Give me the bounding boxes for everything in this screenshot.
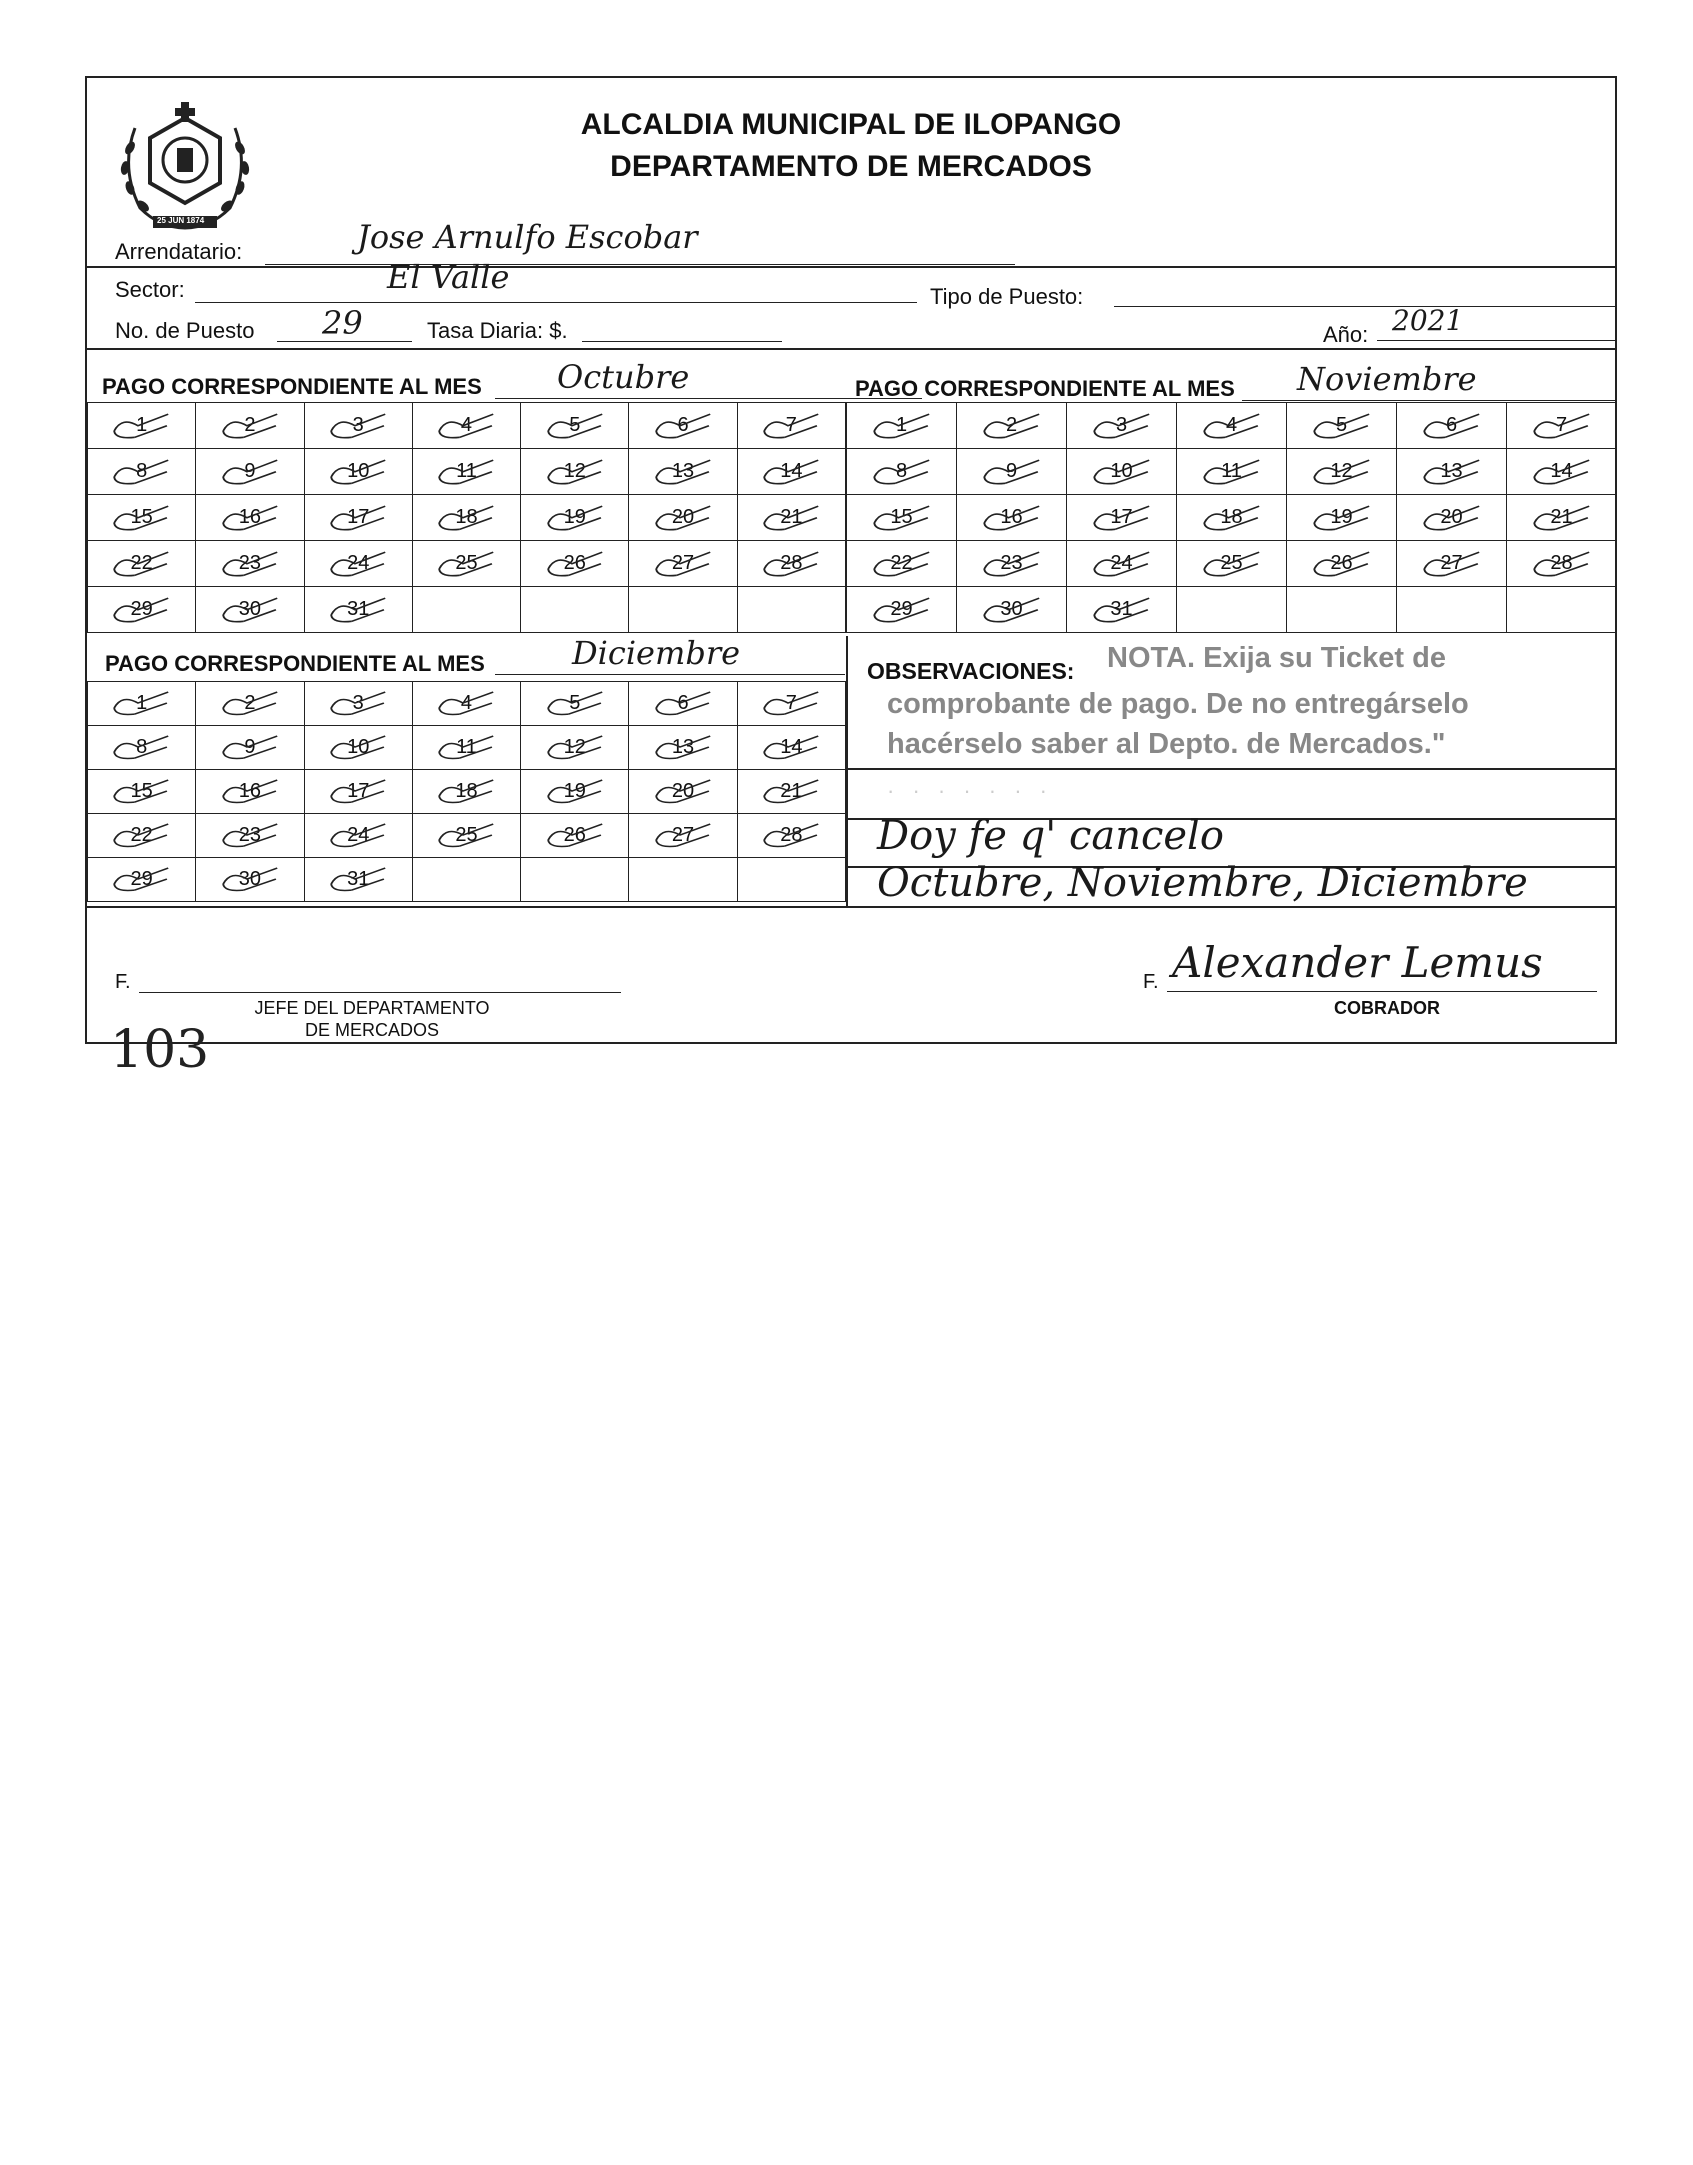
day-cell-3-25 bbox=[412, 814, 520, 858]
day-cell-3-13 bbox=[629, 726, 737, 770]
anio-value: 2021 bbox=[1392, 304, 1464, 337]
day-number: 25 bbox=[1220, 552, 1243, 574]
day-number: 5 bbox=[1335, 414, 1348, 436]
month-1-label: PAGO CORRESPONDIENTE AL MES bbox=[102, 374, 482, 399]
day-number: 22 bbox=[890, 552, 913, 574]
day-number: 14 bbox=[780, 460, 803, 482]
day-number: 29 bbox=[130, 868, 153, 890]
day-cell-3-17 bbox=[304, 770, 412, 814]
day-cell-2-21 bbox=[1507, 495, 1617, 541]
collector-signature: Alexander Lemus bbox=[1172, 938, 1543, 987]
day-cell-3-12 bbox=[521, 726, 629, 770]
day-cell-2-29 bbox=[847, 587, 957, 633]
day-number: 14 bbox=[1550, 460, 1573, 482]
day-number: 26 bbox=[563, 824, 586, 846]
empty-cell bbox=[737, 587, 845, 633]
day-cell-1-4 bbox=[412, 403, 520, 449]
day-number: 5 bbox=[569, 692, 581, 714]
day-number: 12 bbox=[1330, 460, 1353, 482]
day-number: 19 bbox=[1330, 506, 1353, 528]
day-cell-2-24 bbox=[1067, 541, 1177, 587]
day-number: 12 bbox=[563, 736, 586, 758]
day-cell-3-27 bbox=[629, 814, 737, 858]
grid-row bbox=[88, 814, 846, 858]
day-number: 27 bbox=[1440, 552, 1463, 574]
day-cell-2-7 bbox=[1507, 403, 1617, 449]
day-cell-2-12 bbox=[1287, 449, 1397, 495]
day-cell-1-16 bbox=[196, 495, 304, 541]
arrendatario-label: Arrendatario: bbox=[115, 239, 243, 264]
observacion-handwritten-2: Octubre, Noviembre, Diciembre bbox=[877, 860, 1528, 906]
day-number: 10 bbox=[347, 460, 370, 482]
day-number: 23 bbox=[238, 552, 262, 574]
day-number: 5 bbox=[569, 414, 581, 436]
empty-cell bbox=[629, 587, 737, 633]
margin-note: 103 bbox=[110, 1020, 210, 1080]
day-number: 3 bbox=[352, 414, 364, 436]
day-cell-1-28 bbox=[737, 541, 845, 587]
day-number: 11 bbox=[456, 460, 477, 482]
day-cell-1-27 bbox=[629, 541, 737, 587]
day-cell-2-10 bbox=[1067, 449, 1177, 495]
day-number: 30 bbox=[1000, 598, 1023, 620]
day-cell-2-6 bbox=[1397, 403, 1507, 449]
grid-row bbox=[88, 541, 846, 587]
day-number: 16 bbox=[238, 780, 262, 802]
grid-row bbox=[88, 682, 846, 726]
day-cell-2-11 bbox=[1177, 449, 1287, 495]
empty-cell bbox=[521, 587, 629, 633]
day-number: 30 bbox=[238, 868, 262, 890]
nota-line-2: comprobante de pago. De no entregárselo bbox=[887, 688, 1469, 720]
day-cell-2-25 bbox=[1177, 541, 1287, 587]
day-cell-3-22 bbox=[88, 814, 196, 858]
anio-label: Año: bbox=[1323, 322, 1369, 347]
day-number: 7 bbox=[785, 414, 797, 436]
day-number: 19 bbox=[563, 780, 586, 802]
day-cell-1-13 bbox=[629, 449, 737, 495]
day-cell-2-23 bbox=[957, 541, 1067, 587]
grid-row bbox=[88, 726, 846, 770]
day-number: 28 bbox=[1550, 552, 1573, 574]
day-number: 21 bbox=[780, 506, 803, 528]
day-cell-2-26 bbox=[1287, 541, 1397, 587]
signature-right-prefix: F. bbox=[1143, 971, 1159, 993]
day-number: 25 bbox=[455, 552, 478, 574]
day-number: 3 bbox=[352, 692, 364, 714]
day-number: 29 bbox=[890, 598, 913, 620]
grid-row bbox=[847, 587, 1617, 633]
month-2-grid bbox=[846, 402, 1617, 633]
day-cell-2-31 bbox=[1067, 587, 1177, 633]
faint-text: · · · · · · · bbox=[887, 778, 1053, 803]
day-cell-1-22 bbox=[88, 541, 196, 587]
puesto-value: 29 bbox=[322, 304, 363, 342]
grid-row bbox=[88, 403, 846, 449]
nota-line-3: hacérselo saber al Depto. de Mercados." bbox=[887, 728, 1446, 760]
grid-row bbox=[847, 495, 1617, 541]
day-number: 30 bbox=[238, 598, 262, 620]
day-cell-1-8 bbox=[88, 449, 196, 495]
day-cell-1-17 bbox=[304, 495, 412, 541]
day-number: 24 bbox=[347, 824, 370, 846]
day-cell-1-31 bbox=[304, 587, 412, 633]
day-cell-2-2 bbox=[957, 403, 1067, 449]
day-number: 15 bbox=[130, 780, 153, 802]
day-cell-1-21 bbox=[737, 495, 845, 541]
day-cell-2-9 bbox=[957, 449, 1067, 495]
day-cell-1-2 bbox=[196, 403, 304, 449]
day-number: 25 bbox=[455, 824, 478, 846]
day-cell-3-24 bbox=[304, 814, 412, 858]
month-2-label: PAGO CORRESPONDIENTE AL MES bbox=[855, 376, 1235, 401]
day-number: 17 bbox=[347, 780, 370, 802]
day-cell-1-11 bbox=[412, 449, 520, 495]
month-1-value: Octubre bbox=[557, 358, 690, 396]
day-number: 4 bbox=[1225, 414, 1238, 436]
day-number: 31 bbox=[347, 598, 370, 620]
day-number: 22 bbox=[130, 552, 153, 574]
grid-row bbox=[88, 449, 846, 495]
empty-cell bbox=[1397, 587, 1507, 633]
day-number: 9 bbox=[244, 460, 256, 482]
tipo-puesto-label: Tipo de Puesto: bbox=[930, 284, 1084, 309]
day-number: 7 bbox=[1555, 414, 1568, 436]
day-number: 28 bbox=[780, 824, 803, 846]
day-cell-3-30 bbox=[196, 858, 304, 902]
day-cell-1-19 bbox=[521, 495, 629, 541]
day-cell-1-24 bbox=[304, 541, 412, 587]
day-cell-3-3 bbox=[304, 682, 412, 726]
day-cell-1-26 bbox=[521, 541, 629, 587]
day-number: 27 bbox=[671, 552, 695, 574]
day-number: 24 bbox=[347, 552, 370, 574]
day-cell-2-28 bbox=[1507, 541, 1617, 587]
day-cell-2-27 bbox=[1397, 541, 1507, 587]
day-cell-3-9 bbox=[196, 726, 304, 770]
day-number: 26 bbox=[1330, 552, 1353, 574]
day-cell-1-1 bbox=[88, 403, 196, 449]
day-number: 28 bbox=[780, 552, 803, 574]
day-cell-2-16 bbox=[957, 495, 1067, 541]
day-cell-3-10 bbox=[304, 726, 412, 770]
day-number: 24 bbox=[1110, 552, 1133, 574]
day-number: 10 bbox=[347, 736, 370, 758]
day-number: 19 bbox=[563, 506, 586, 528]
signature-left-prefix: F. bbox=[115, 971, 131, 993]
day-number: 11 bbox=[456, 736, 477, 758]
day-cell-3-1 bbox=[88, 682, 196, 726]
empty-cell bbox=[412, 587, 520, 633]
day-number: 23 bbox=[238, 824, 262, 846]
empty-cell bbox=[412, 858, 520, 902]
day-number: 23 bbox=[1000, 552, 1023, 574]
day-cell-3-4 bbox=[412, 682, 520, 726]
day-number: 8 bbox=[136, 736, 148, 758]
day-cell-3-16 bbox=[196, 770, 304, 814]
empty-cell bbox=[521, 858, 629, 902]
day-cell-2-19 bbox=[1287, 495, 1397, 541]
day-number: 8 bbox=[895, 460, 908, 482]
day-number: 20 bbox=[671, 506, 695, 528]
day-number: 4 bbox=[460, 414, 473, 436]
day-number: 2 bbox=[244, 414, 256, 436]
day-number: 1 bbox=[136, 414, 148, 436]
empty-cell bbox=[1287, 587, 1397, 633]
title-line-1: ALCALDIA MUNICIPAL DE ILOPANGO bbox=[580, 108, 1122, 141]
empty-cell bbox=[1507, 587, 1617, 633]
month-3-label: PAGO CORRESPONDIENTE AL MES bbox=[105, 651, 485, 676]
day-cell-1-3 bbox=[304, 403, 412, 449]
day-cell-3-14 bbox=[737, 726, 845, 770]
observacion-handwritten-1: Doy fe q' cancelo bbox=[877, 813, 1224, 859]
day-number: 9 bbox=[1005, 460, 1018, 482]
sector-label: Sector: bbox=[115, 277, 185, 302]
day-number: 11 bbox=[1221, 460, 1242, 482]
signature-left-label-2: DE MERCADOS bbox=[304, 1020, 439, 1040]
day-cell-3-15 bbox=[88, 770, 196, 814]
day-number: 14 bbox=[780, 736, 803, 758]
day-cell-3-26 bbox=[521, 814, 629, 858]
day-cell-3-7 bbox=[737, 682, 845, 726]
day-cell-1-29 bbox=[88, 587, 196, 633]
day-number: 18 bbox=[455, 506, 478, 528]
day-cell-1-6 bbox=[629, 403, 737, 449]
day-cell-3-8 bbox=[88, 726, 196, 770]
title-line-2: DEPARTAMENTO DE MERCADOS bbox=[610, 150, 1092, 183]
day-cell-1-12 bbox=[521, 449, 629, 495]
day-number: 20 bbox=[1440, 506, 1463, 528]
day-cell-2-18 bbox=[1177, 495, 1287, 541]
day-number: 8 bbox=[136, 460, 148, 482]
day-cell-2-20 bbox=[1397, 495, 1507, 541]
day-cell-1-10 bbox=[304, 449, 412, 495]
day-cell-2-4 bbox=[1177, 403, 1287, 449]
day-cell-1-30 bbox=[196, 587, 304, 633]
observaciones-label: OBSERVACIONES: bbox=[867, 658, 1075, 684]
day-number: 15 bbox=[130, 506, 153, 528]
day-cell-2-5 bbox=[1287, 403, 1397, 449]
day-number: 6 bbox=[677, 414, 689, 436]
day-cell-1-25 bbox=[412, 541, 520, 587]
day-cell-3-28 bbox=[737, 814, 845, 858]
day-cell-1-14 bbox=[737, 449, 845, 495]
day-cell-1-5 bbox=[521, 403, 629, 449]
month-3-grid bbox=[87, 681, 846, 902]
day-cell-2-14 bbox=[1507, 449, 1617, 495]
day-cell-1-20 bbox=[629, 495, 737, 541]
grid-row bbox=[847, 403, 1617, 449]
month-2-value: Noviembre bbox=[1297, 360, 1477, 398]
day-number: 15 bbox=[890, 506, 913, 528]
day-number: 17 bbox=[1110, 506, 1133, 528]
day-cell-3-2 bbox=[196, 682, 304, 726]
day-cell-3-11 bbox=[412, 726, 520, 770]
day-number: 31 bbox=[1110, 598, 1133, 620]
day-number: 31 bbox=[347, 868, 370, 890]
day-cell-3-20 bbox=[629, 770, 737, 814]
day-cell-2-30 bbox=[957, 587, 1067, 633]
day-cell-3-5 bbox=[521, 682, 629, 726]
day-number: 2 bbox=[1005, 414, 1018, 436]
day-number: 13 bbox=[671, 460, 695, 482]
day-cell-3-18 bbox=[412, 770, 520, 814]
grid-row bbox=[88, 495, 846, 541]
sector-value: El Valle bbox=[387, 258, 510, 296]
day-number: 18 bbox=[455, 780, 478, 802]
arrendatario-value: Jose Arnulfo Escobar bbox=[357, 218, 698, 256]
day-cell-3-21 bbox=[737, 770, 845, 814]
day-number: 20 bbox=[671, 780, 695, 802]
day-cell-2-3 bbox=[1067, 403, 1177, 449]
day-number: 10 bbox=[1110, 460, 1133, 482]
month-1-grid bbox=[87, 402, 846, 633]
day-cell-2-15 bbox=[847, 495, 957, 541]
day-cell-1-23 bbox=[196, 541, 304, 587]
day-number: 26 bbox=[563, 552, 586, 574]
seal-date: 25 JUN 1874 bbox=[157, 216, 205, 225]
day-number: 4 bbox=[460, 692, 473, 714]
day-number: 1 bbox=[895, 414, 908, 436]
day-number: 22 bbox=[130, 824, 153, 846]
signature-right-label: COBRADOR bbox=[1334, 998, 1440, 1018]
day-cell-3-6 bbox=[629, 682, 737, 726]
day-number: 3 bbox=[1115, 414, 1128, 436]
day-number: 18 bbox=[1220, 506, 1243, 528]
grid-row bbox=[847, 449, 1617, 495]
day-number: 16 bbox=[238, 506, 262, 528]
empty-cell bbox=[1177, 587, 1287, 633]
day-cell-1-9 bbox=[196, 449, 304, 495]
empty-cell bbox=[629, 858, 737, 902]
day-number: 29 bbox=[130, 598, 153, 620]
day-cell-2-22 bbox=[847, 541, 957, 587]
tasa-label: Tasa Diaria: $. bbox=[427, 318, 568, 343]
grid-row bbox=[847, 541, 1617, 587]
grid-row bbox=[88, 587, 846, 633]
day-number: 13 bbox=[1440, 460, 1463, 482]
empty-cell bbox=[737, 858, 845, 902]
day-cell-3-31 bbox=[304, 858, 412, 902]
day-number: 27 bbox=[671, 824, 695, 846]
day-cell-2-17 bbox=[1067, 495, 1177, 541]
day-cell-2-8 bbox=[847, 449, 957, 495]
day-number: 9 bbox=[244, 736, 256, 758]
day-cell-1-18 bbox=[412, 495, 520, 541]
day-cell-1-15 bbox=[88, 495, 196, 541]
grid-row bbox=[88, 858, 846, 902]
day-number: 21 bbox=[1550, 506, 1573, 528]
day-number: 16 bbox=[1000, 506, 1023, 528]
day-number: 12 bbox=[563, 460, 586, 482]
day-cell-1-7 bbox=[737, 403, 845, 449]
grid-row bbox=[88, 770, 846, 814]
day-number: 7 bbox=[785, 692, 797, 714]
month-3-value: Diciembre bbox=[572, 634, 741, 672]
day-number: 17 bbox=[347, 506, 370, 528]
day-cell-2-1 bbox=[847, 403, 957, 449]
day-cell-3-23 bbox=[196, 814, 304, 858]
day-number: 13 bbox=[671, 736, 695, 758]
day-cell-2-13 bbox=[1397, 449, 1507, 495]
day-number: 6 bbox=[677, 692, 689, 714]
day-number: 6 bbox=[1445, 414, 1458, 436]
day-number: 21 bbox=[780, 780, 803, 802]
day-number: 2 bbox=[244, 692, 256, 714]
nota-line-1: NOTA. Exija su Ticket de bbox=[1107, 642, 1446, 674]
puesto-label: No. de Puesto bbox=[115, 318, 255, 343]
day-number: 1 bbox=[136, 692, 148, 714]
receipt-card bbox=[85, 76, 1617, 1044]
day-cell-3-29 bbox=[88, 858, 196, 902]
day-cell-3-19 bbox=[521, 770, 629, 814]
signature-left-label-1: JEFE DEL DEPARTAMENTO bbox=[254, 998, 490, 1018]
